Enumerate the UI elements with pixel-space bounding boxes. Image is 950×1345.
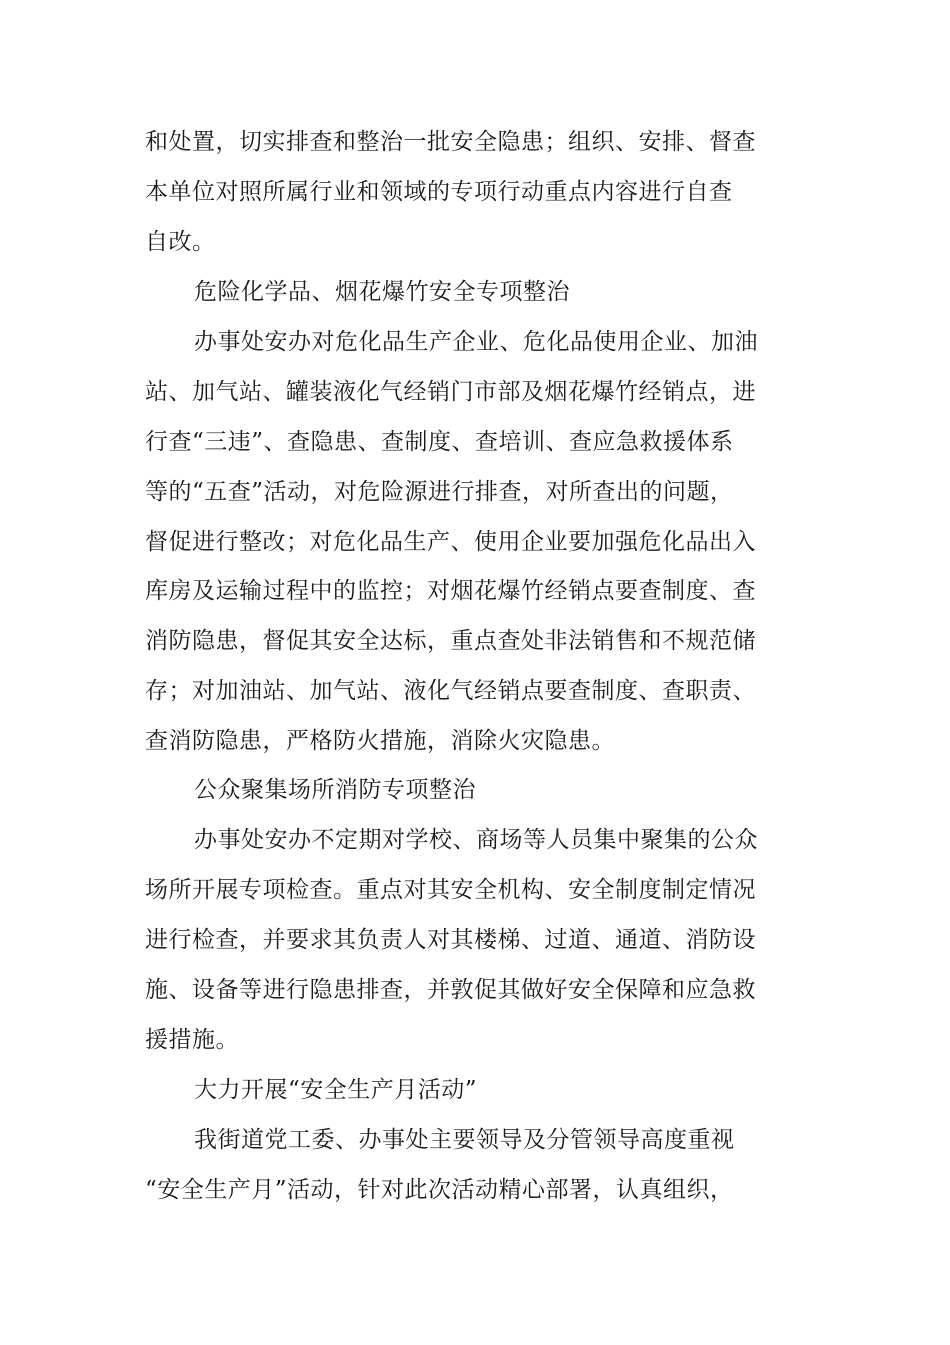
text-line: 场所开展专项检查。重点对其安全机构、安全制度制定情况 <box>145 877 756 903</box>
text-line: 我街道党工委、办事处主要领导及分管领导高度重视 <box>194 1127 735 1153</box>
section-heading: 公众聚集场所消防专项整治 <box>194 777 476 803</box>
text-line: 消防隐患，督促其安全达标，重点查处非法销售和不规范储 <box>145 628 756 654</box>
text-line: 援措施。 <box>145 1027 239 1053</box>
text-line: 库房及运输过程中的监控；对烟花爆竹经销点要查制度、查 <box>145 578 756 604</box>
section-heading: 大力开展“安全生产月活动” <box>194 1077 478 1103</box>
text-line: 办事处安办不定期对学校、商场等人员集中聚集的公众 <box>194 827 758 853</box>
text-line: 自改。 <box>145 229 216 255</box>
text-line: 和处置，切实排查和整治一批安全隐患；组织、安排、督查 <box>145 129 756 155</box>
text-line: 等的“五查”活动，对危险源进行排查，对所查出的问题， <box>145 479 734 505</box>
text-line: 督促进行整改；对危化品生产、使用企业要加强危化品出入 <box>145 529 756 555</box>
text-line: 本单位对照所属行业和领域的专项行动重点内容进行自查 <box>145 179 733 205</box>
text-line: 查消防隐患，严格防火措施，消除火灾隐患。 <box>145 728 615 754</box>
text-line: 办事处安办对危化品生产企业、危化品使用企业、加油 <box>194 329 758 355</box>
text-line: 进行检查，并要求其负责人对其楼梯、过道、通道、消防设 <box>145 927 756 953</box>
text-line: “安全生产月”活动，针对此次活动精心部署，认真组织， <box>145 1177 734 1203</box>
text-line: 施、设备等进行隐患排查，并敦促其做好安全保障和应急救 <box>145 977 756 1003</box>
text-line: 站、加气站、罐装液化气经销门市部及烟花爆竹经销点，进 <box>145 379 756 405</box>
section-heading: 危险化学品、烟花爆竹安全专项整治 <box>194 279 570 305</box>
text-line: 行查“三违”、查隐患、查制度、查培训、查应急救援体系 <box>145 429 734 455</box>
text-line: 存；对加油站、加气站、液化气经销点要查制度、查职责、 <box>145 678 756 704</box>
